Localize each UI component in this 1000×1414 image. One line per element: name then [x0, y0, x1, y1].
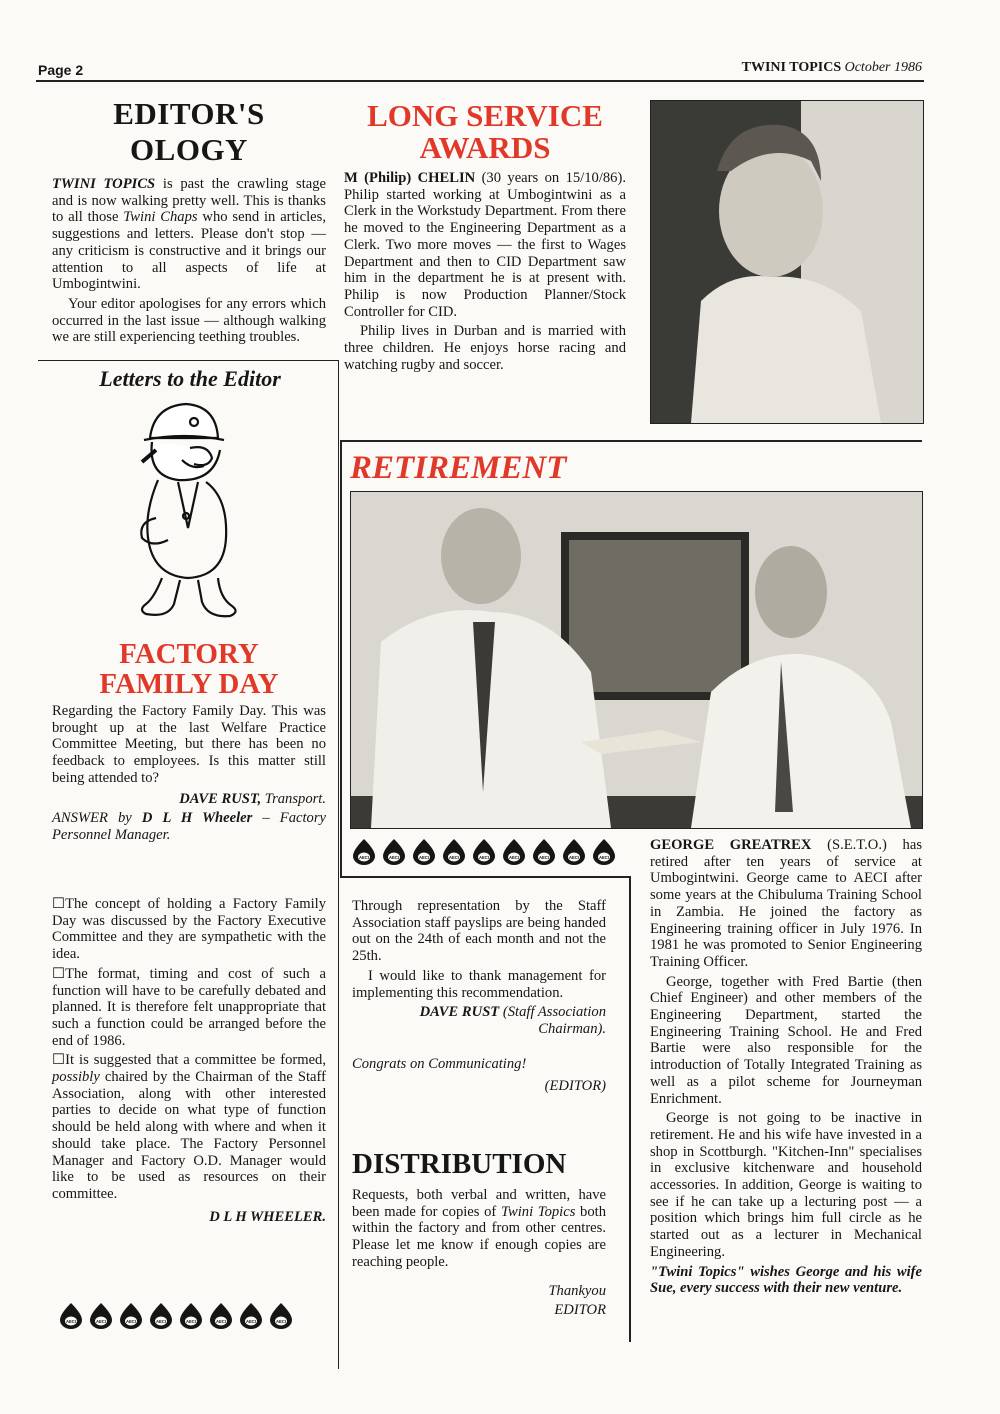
- letter-signoff-name: DAVE RUST,: [179, 790, 262, 807]
- aeci-logo-icon: [531, 838, 557, 866]
- aeci-logo-icon: [441, 838, 467, 866]
- long-service-title: [344, 100, 626, 163]
- editors-ology-text-b: who send in articles, suggestions and letters. Please don't stop —any criticism is constructive and it brings our attention to all aspects of life at Umbogintwini.: [52, 209, 326, 293]
- distribution-box-border-right: [629, 876, 631, 1342]
- retirement-photo: [350, 491, 923, 829]
- retirement-body: [650, 837, 922, 1300]
- aeci-logo-row-1: [58, 1302, 294, 1330]
- answer-point-3: [52, 1052, 326, 1202]
- svg-text:AECI: AECI: [598, 855, 610, 860]
- svg-text:AECI: AECI: [65, 1319, 77, 1324]
- retirement-paragraph-3: George is not going to be inactive in retirement. He and his wife have invested in a shop in Scottburgh. "Kitchen-Inn" specialises in exclusive kitchenware and household accessories. In addition, George is waiting to see if he can take up a lecturing post — a position which brings him full circle as he started out as a lecturer in Mechanical Engineering.: [650, 1110, 922, 1260]
- staff-letter-signoff-role: (Staff Association Chairman).: [499, 1004, 606, 1037]
- checkbox-icon: ☐: [52, 896, 66, 912]
- distribution-signoff-2: EDITOR: [554, 1302, 606, 1319]
- svg-text:AECI: AECI: [508, 855, 520, 860]
- answer-signoff: D L H WHEELER.: [209, 1208, 326, 1225]
- retirement-box-border-left: [340, 440, 342, 877]
- publication-lead: TWINI TOPICS: [52, 176, 156, 192]
- aeci-logo-icon: [268, 1302, 294, 1330]
- retirement-paragraph-1: [650, 837, 922, 971]
- retirement-paragraph-4: "Twini Topics" wishes George and his wife Sue, every success with their new venture.: [650, 1263, 922, 1297]
- retirement-box-border-bottom: [340, 876, 630, 878]
- editors-ology-body: [52, 176, 326, 346]
- aeci-logo-icon: [58, 1302, 84, 1330]
- svg-text:AECI: AECI: [95, 1319, 107, 1324]
- portrait-silhouette-icon: [651, 101, 923, 423]
- aeci-logo-icon: [351, 838, 377, 866]
- hard-hat-man-cartoon-icon: [128, 398, 248, 626]
- svg-text:AECI: AECI: [388, 855, 400, 860]
- answer-point-2-text: The format, timing and cost of such a function will have to be carefully debated and planned. It is therefore felt unappropriate that such a function could be arranged before the end of 1986.: [52, 965, 326, 1049]
- svg-text:AECI: AECI: [538, 855, 550, 860]
- long-service-title-line-1: LONG SERVICE: [367, 98, 603, 133]
- header-rule: [36, 80, 924, 82]
- aeci-logo-icon: [88, 1302, 114, 1330]
- letter-signoff-role: Transport.: [261, 790, 326, 807]
- factory-title-line-1: FACTORY: [119, 638, 259, 670]
- staff-letter-paragraph-1: Through representation by the Staff Association staff payslips are being handed out on the 24th of each month and not the 25th.: [352, 898, 606, 965]
- aeci-logo-icon: [381, 838, 407, 866]
- distribution-text-b: both within the factory and from other centres. Please let me know if enough copies are reaching people.: [352, 1203, 607, 1270]
- answer-by-role: – Factory Personnel Manager.: [52, 810, 326, 843]
- svg-text:AECI: AECI: [245, 1319, 257, 1324]
- retirement-title: RETIREMENT: [350, 450, 567, 486]
- retirement-text-1: (S.E.T.O.) has retired after ten years of service at Umbogintwini. George came to AECI after some years at the Chibuluma Training School in Zambia. He joined the factory as Engineering training officer in July 1976. In 1981 he was promoted to Senior Engineering Training Officer.: [650, 837, 922, 970]
- aeci-logo-icon: [238, 1302, 264, 1330]
- section-divider: [340, 440, 922, 442]
- letters-title: Letters to the Editor: [99, 366, 281, 391]
- aeci-logo-icon: [208, 1302, 234, 1330]
- checkbox-icon: ☐: [52, 1052, 66, 1069]
- svg-text:AECI: AECI: [568, 855, 580, 860]
- distribution-paragraph: [352, 1187, 606, 1271]
- answer-point-3-text-b: chaired by the Chairman of the Staff Association, along with other interested parties to decide on what type of function should be held along with where and when it should take place. The Factory Personnel Manager and Factory O.D. Manager would like to be used as resources on their committee.: [52, 1069, 326, 1202]
- staff-letter-signoff: [352, 1004, 606, 1037]
- editors-ology-text-a: is past the crawling stage and is now walking pretty well. This is thanks to all those: [52, 176, 326, 226]
- answer-by-name: D L H Wheeler: [141, 810, 253, 827]
- philip-chelin-photo: [650, 100, 924, 424]
- long-service-body: [344, 170, 626, 376]
- svg-text:AECI: AECI: [275, 1319, 287, 1324]
- aeci-logo-icon: [411, 838, 437, 866]
- checkbox-icon: ☐: [52, 965, 66, 982]
- answer-point-1: [52, 896, 326, 963]
- svg-text:AECI: AECI: [125, 1319, 137, 1324]
- staff-letter-paragraph-2: I would like to thank management for implementing this recommendation.: [352, 967, 606, 1001]
- svg-text:AECI: AECI: [215, 1319, 227, 1324]
- svg-text:AECI: AECI: [448, 855, 460, 860]
- factory-family-day-title: [52, 640, 326, 699]
- long-service-title-line-2: AWARDS: [419, 129, 551, 165]
- publication-header: [640, 60, 922, 76]
- editors-ology-section: [52, 96, 326, 349]
- svg-text:AECI: AECI: [185, 1319, 197, 1324]
- staff-letter-signoff-name: DAVE RUST: [419, 1004, 500, 1021]
- aeci-logo-icon: [501, 838, 527, 866]
- editor-reply-by: (EDITOR): [544, 1078, 606, 1095]
- distribution-signoff-1: Thankyou: [548, 1282, 606, 1299]
- editors-ology-paragraph-1: [52, 176, 326, 293]
- distribution-title: DISTRIBUTION: [352, 1148, 567, 1180]
- aeci-logo-icon: [118, 1302, 144, 1330]
- editor-reply: Congrats on Communicating!: [352, 1055, 527, 1072]
- svg-text:AECI: AECI: [478, 855, 490, 860]
- answer-point-3-text-a: It is suggested that a committee be formed,: [65, 1052, 326, 1069]
- aeci-logo-icon: [561, 838, 587, 866]
- retiree-name: GEORGE GREATREX: [650, 837, 812, 853]
- answer-points: [52, 896, 326, 1228]
- distribution-em: Twini Topics: [500, 1203, 576, 1220]
- letter-signoff: [52, 791, 326, 808]
- long-service-text: (30 years on 15/10/86). Philip started working at Umbogintwini as a Clerk in the Workstudy Department. From there he moved to the Engineering Department as a Clerk. Two more moves — the first to Wages Department and then to CID Department saw him in the department he is at present with. Philip is now Production Planner/Stock Controller for CID.: [344, 170, 626, 320]
- publication-name: TWINI TOPICS: [741, 60, 842, 75]
- answer-by-label: ANSWER by: [52, 810, 142, 827]
- factory-family-day-letter: [52, 703, 326, 844]
- answer-point-1-text: The concept of holding a Factory Family Day was discussed by the Factory Executive Committee and they are sympathetic with the idea.: [52, 896, 326, 963]
- distribution-text-a: Requests, both verbal and written, have been made for copies of: [352, 1187, 606, 1220]
- svg-text:AECI: AECI: [418, 855, 430, 860]
- twini-chaps-em: Twini Chaps: [123, 209, 198, 226]
- editors-ology-paragraph-2: Your editor apologises for any errors which occurred in the last issue — although walking we are still experiencing teething troubles.: [52, 295, 326, 346]
- answer-point-2: [52, 966, 326, 1050]
- editors-ology-title: EDITOR'S OLOGY: [113, 96, 265, 167]
- factory-title-line-2: FAMILY DAY: [99, 667, 279, 700]
- aeci-logo-icon: [471, 838, 497, 866]
- answer-by: [52, 810, 326, 843]
- aeci-logo-row-2: [351, 838, 617, 866]
- issue-date: October 1986: [844, 60, 922, 75]
- answer-point-3-em: possibly: [52, 1069, 100, 1086]
- distribution-body: [352, 1187, 606, 1322]
- long-service-paragraph-2: Philip lives in Durban and is married with three children. He enjoys horse racing and watching rugby and soccer.: [344, 323, 626, 373]
- aeci-logo-icon: [178, 1302, 204, 1330]
- aeci-logo-icon: [148, 1302, 174, 1330]
- long-service-name: M (Philip) CHELIN: [344, 170, 476, 186]
- svg-text:AECI: AECI: [155, 1319, 167, 1324]
- staff-association-letter: [352, 898, 606, 1098]
- retirement-paragraph-2: George, together with Fred Bartie (then Chief Engineer) and other members of the Engineering Department, started the Engineering Training School. He and Fred Bartie were also responsible for the introduction of Totally Integrated Training as well as a pilot scheme for Journeyman Enrichment.: [650, 973, 922, 1107]
- retirement-handshake-icon: [351, 492, 922, 828]
- page-number: Page 2: [38, 62, 84, 78]
- svg-text:AECI: AECI: [358, 855, 370, 860]
- letter-question: Regarding the Factory Family Day. This was brought up at the last Welfare Practice Committee Meeting, but there has been no feedback to employees. Is this matter still being attended to?: [52, 703, 326, 786]
- aeci-logo-icon: [591, 838, 617, 866]
- long-service-paragraph-1: [344, 170, 626, 320]
